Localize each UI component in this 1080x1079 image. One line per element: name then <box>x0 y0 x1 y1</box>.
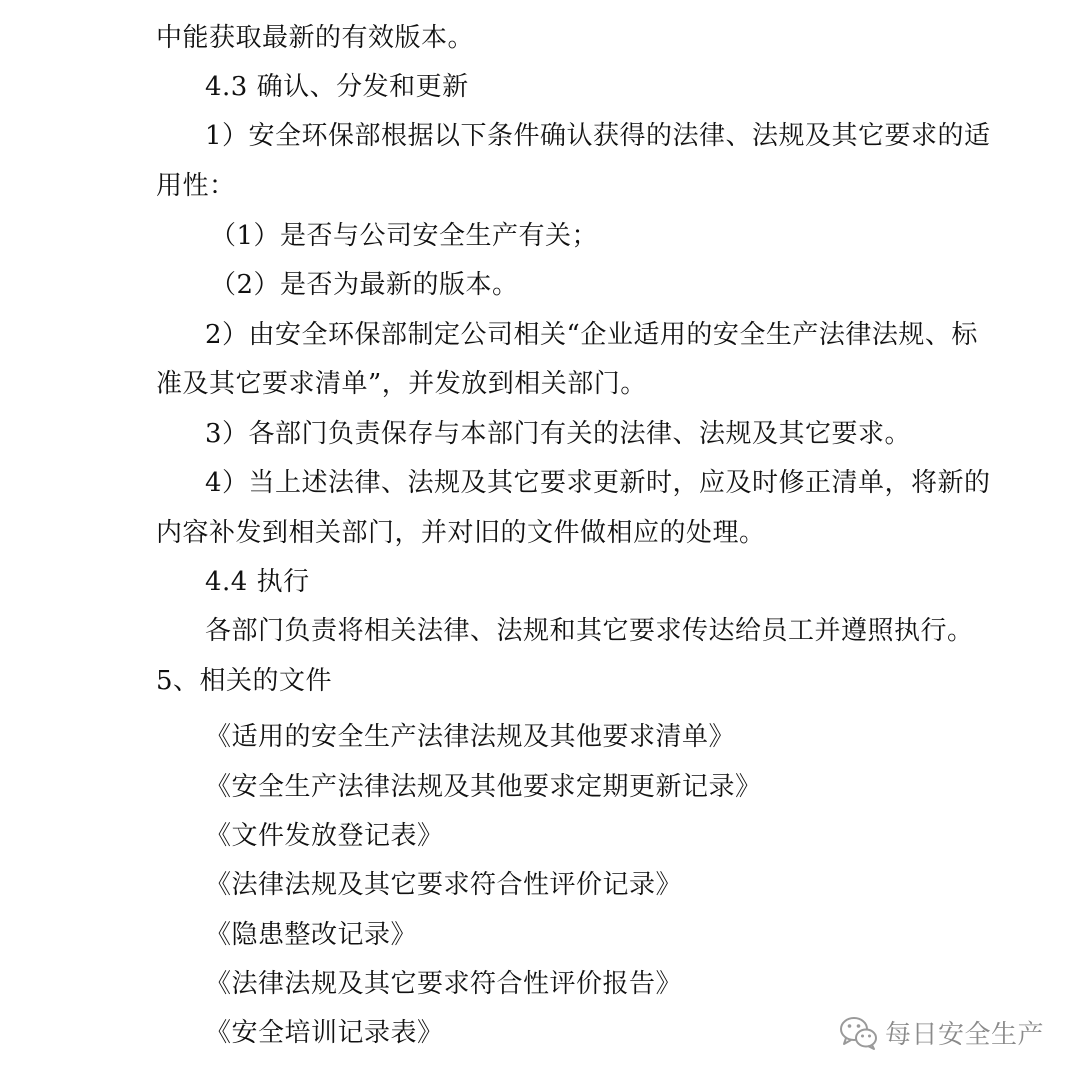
document-list-item: 《法律法规及其它要求符合性评价报告》 <box>205 969 683 999</box>
text-line: 4）当上述法律、法规及其它要求更新时，应及时修正清单，将新的 <box>205 468 991 498</box>
text-line: 准及其它要求清单”，并发放到相关部门。 <box>156 369 647 399</box>
text-line: 中能获取最新的有效版本。 <box>156 23 475 53</box>
section-heading-5: 5、相关的文件 <box>156 666 333 696</box>
text-line: 3）各部门负责保存与本部门有关的法律、法规及其它要求。 <box>205 419 912 449</box>
text-line: 2）由安全环保部制定公司相关“企业适用的安全生产法律法规、标 <box>205 320 978 350</box>
watermark <box>839 1014 1044 1051</box>
wechat-icon <box>839 1015 879 1051</box>
text-line: 各部门负责将相关法律、法规和其它要求传达给员工并遵照执行。 <box>205 616 974 646</box>
watermark-text: 每日安全生产 <box>884 1020 1044 1050</box>
document-list-item: 《法律法规及其它要求符合性评价记录》 <box>205 870 683 900</box>
list-item: （1）是否与公司安全生产有关； <box>210 221 599 251</box>
text-line: 内容补发到相关部门，并对旧的文件做相应的处理。 <box>156 518 766 548</box>
text-line: 用性： <box>156 171 236 201</box>
document-list-item: 《适用的安全生产法律法规及其他要求清单》 <box>205 722 736 752</box>
section-heading-4-4: 4.4 执行 <box>205 567 310 597</box>
document-list-item: 《文件发放登记表》 <box>205 821 444 851</box>
list-item: （2）是否为最新的版本。 <box>210 270 519 300</box>
document-list-item: 《隐患整改记录》 <box>205 920 418 950</box>
document-list-item: 《安全培训记录表》 <box>205 1018 444 1048</box>
text-line: 1）安全环保部根据以下条件确认获得的法律、法规及其它要求的适 <box>205 121 991 151</box>
document-list-item: 《安全生产法律法规及其他要求定期更新记录》 <box>205 772 762 802</box>
section-heading-4-3: 4.3 确认、分发和更新 <box>205 72 469 102</box>
